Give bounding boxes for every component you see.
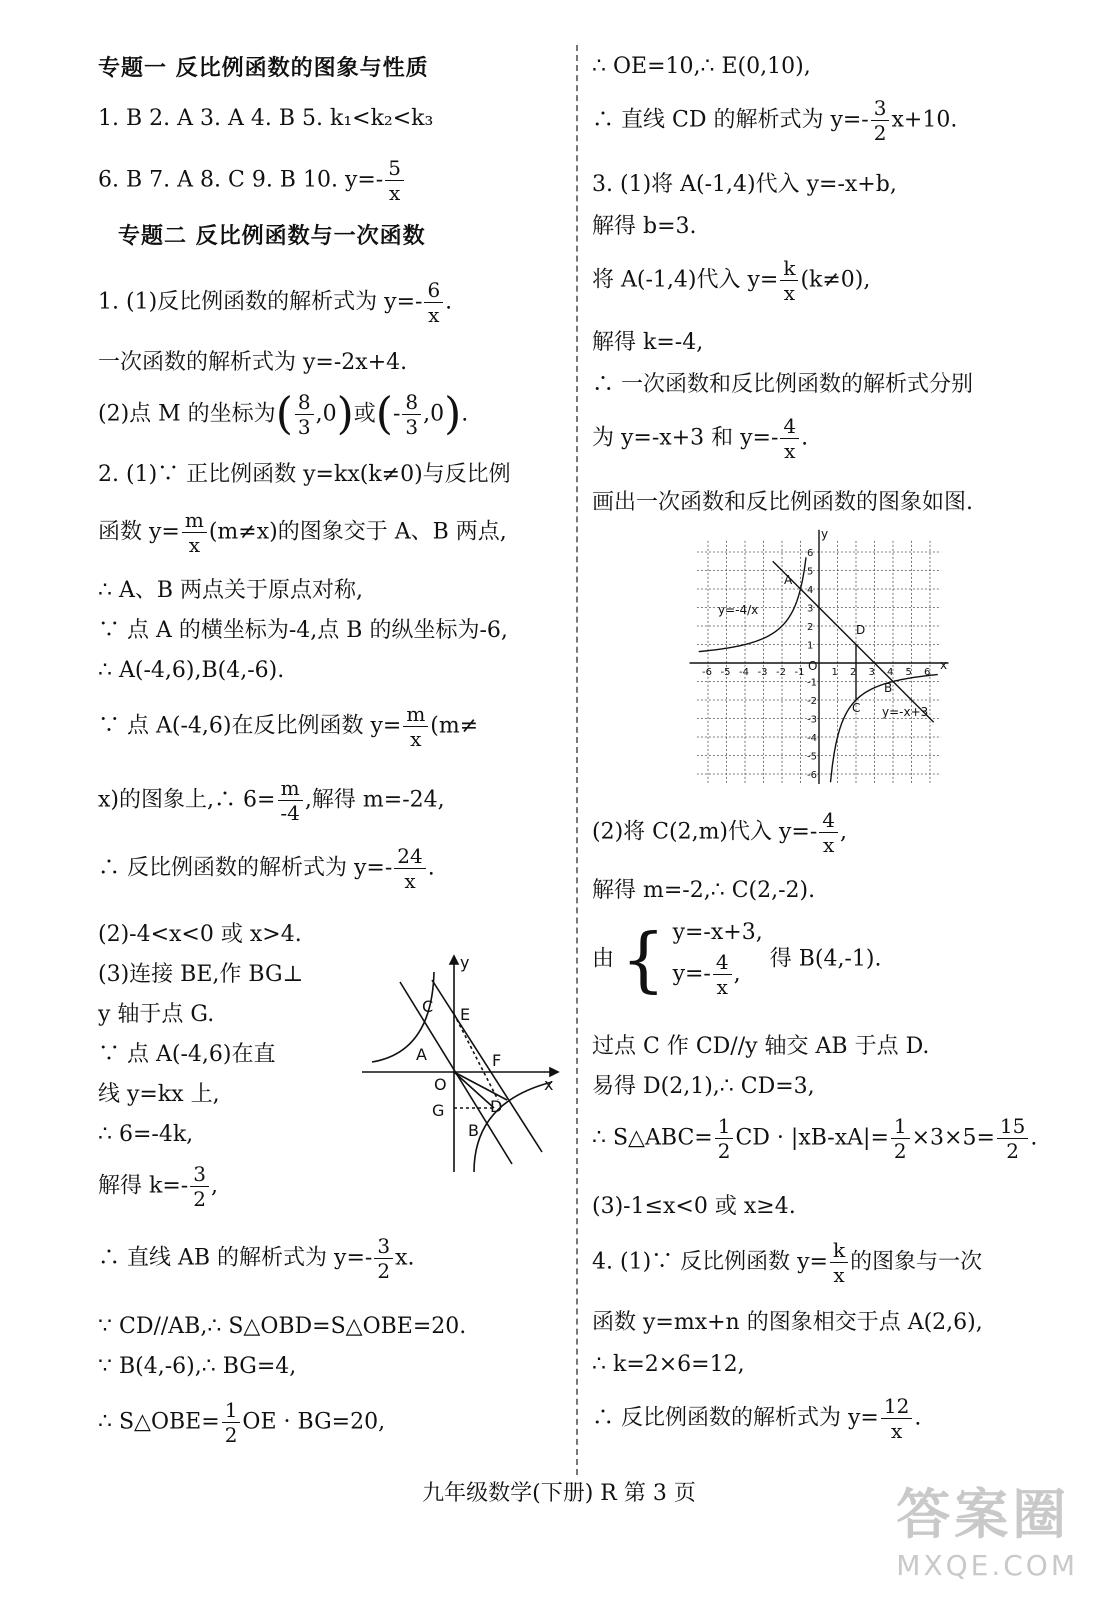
x-tick-label: 2 <box>850 667 857 678</box>
q2-line8: ∴ 反比例函数的解析式为 y=- $\frac{24}{x}$ . <box>98 844 435 893</box>
r-line8: 为 y=-x+3 和 y=- $\frac{4}{x}$ . <box>592 414 809 463</box>
q2-line6: ∵ 点 A(-4,6)在反比例函数 y= $\frac{m}{x}$ (m≠ <box>98 702 479 751</box>
q2-line9: (2)-4<x<0 或 x>4. <box>98 922 302 947</box>
q2-line14: ∴ 6=-4k, <box>98 1122 194 1147</box>
r-line6: 解得 k=-4, <box>592 330 704 355</box>
q2-line4: ∵ 点 A 的横坐标为-4,点 B 的纵坐标为-6, <box>98 618 508 643</box>
q2-line3: ∴ A、B 两点关于原点对称, <box>98 578 364 603</box>
r-line12: 由 { y=-x+3, y=- $\frac{4}{x}$ , 得 B(4,-1). <box>592 918 882 1001</box>
q1-line3: (2)点 M 的坐标为( $\frac{8}{3}$ ,0)或(- $\frac{8}{3}$ ,0). <box>98 388 469 440</box>
answers-row1: 1. B 2. A 3. A 4. B 5. k₁<k₂<k₃ <box>98 106 434 131</box>
q2-line17: ∵ CD//AB,∴ S△OBD=S△OBE=20. <box>98 1314 467 1339</box>
q1-line1: 1. (1)反比例函数的解析式为 y=- $\frac{6}{x}$ . <box>98 278 453 327</box>
graph-x-label: x <box>940 658 948 672</box>
fig-label-f: F <box>492 1051 502 1070</box>
fig-label-a: A <box>416 1045 427 1064</box>
graph-hyperbola-label: y=-4/x <box>718 603 759 617</box>
watermark <box>896 1472 1078 1582</box>
q2-line12: ∵ 点 A(-4,6)在直 <box>98 1042 276 1067</box>
r-line9: 画出一次函数和反比例函数的图象如图. <box>592 490 973 515</box>
fig-label-e: E <box>460 1005 471 1024</box>
line-y-neg-x-plus-3 <box>773 561 934 722</box>
r-line16: (3)-1≤x<0 或 x≥4. <box>592 1194 796 1219</box>
x-tick-label: -2 <box>776 667 786 678</box>
graph-line-label: y=-x+3 <box>882 705 929 719</box>
fig-label-y: y <box>460 953 470 972</box>
q1-line2: 一次函数的解析式为 y=-2x+4. <box>98 350 408 375</box>
x-tick-label: -1 <box>794 667 805 678</box>
r-line17: 4. (1)∵ 反比例函数 y= $\frac{k}{x}$ 的图象与一次 <box>592 1238 983 1287</box>
x-tick-label: 5 <box>905 667 912 678</box>
x-tick-label: -4 <box>739 667 749 678</box>
fig-label-d: D <box>490 1097 503 1116</box>
graph-point-c: C <box>852 701 861 715</box>
intersection-figure <box>362 952 562 1174</box>
x-tick-label: 4 <box>887 667 894 678</box>
q2-line10: (3)连接 BE,作 BG⊥ <box>98 962 304 987</box>
q2-line2: 函数 y= $\frac{m}{x}$ (m≠x)的图象交于 A、B 两点, <box>98 508 507 557</box>
column-divider <box>576 45 578 1475</box>
q2-line15: 解得 k=- $\frac{3}{2}$ , <box>98 1162 218 1211</box>
q2-line1: 2. (1)∵ 正比例函数 y=kx(k≠0)与反比例 <box>98 462 511 487</box>
r-line10: (2)将 C(2,m)代入 y=- $\frac{4}{x}$ , <box>592 808 848 857</box>
y-tick-label: -3 <box>807 714 817 726</box>
page-footer: 九年级数学(下册) R 第 3 页 <box>422 1481 696 1506</box>
graph-point-d: D <box>856 623 866 637</box>
r-line5: 将 A(-1,4)代入 y= $\frac{k}{x}$ (k≠0), <box>592 256 871 305</box>
line-cd <box>432 980 542 1152</box>
q2-line18: ∵ B(4,-6),∴ BG=4, <box>98 1354 297 1379</box>
r-line14: 易得 D(2,1),∴ CD=3, <box>592 1074 815 1099</box>
graph-y-label: y <box>821 527 829 541</box>
q2-line5: ∴ A(-4,6),B(4,-6). <box>98 658 285 683</box>
r-line1: ∴ OE=10,∴ E(0,10), <box>592 54 811 79</box>
hyperbola-lower-right <box>474 1082 552 1172</box>
fig-label-g: G <box>432 1101 445 1120</box>
r-line7: ∴ 一次函数和反比例函数的解析式分别 <box>592 372 973 397</box>
fig-label-x: x <box>544 1075 554 1094</box>
x-tick-label: -6 <box>702 667 712 678</box>
y-tick-label: 6 <box>807 548 814 559</box>
q2-line16: ∴ 直线 AB 的解析式为 y=- $\frac{3}{2}$ x. <box>98 1234 415 1283</box>
r-line4: 解得 b=3. <box>592 214 697 239</box>
watermark-line2: MXQE.COM <box>896 1549 1078 1582</box>
y-tick-label: 4 <box>807 585 814 596</box>
y-tick-label: -5 <box>807 751 817 763</box>
x-tick-label: 3 <box>868 667 875 678</box>
fig-label-c: C <box>422 997 434 1016</box>
q2-line19: ∴ S△OBE= $\frac{1}{2}$ OE · BG=20, <box>98 1398 386 1447</box>
function-graph <box>688 522 950 784</box>
r-line3: 3. (1)将 A(-1,4)代入 y=-x+b, <box>592 172 897 197</box>
r-line11: 解得 m=-2,∴ C(2,-2). <box>592 878 816 903</box>
r-line15: ∴ S△ABC= $\frac{1}{2}$ CD · |xB-xA|= $\frac{1}{2}$ ×3×5= $\frac{15}{2}$ . <box>592 1114 1038 1163</box>
answers-row2: 6. B 7. A 8. C 9. B 10. y=- $\frac{5}{x}$ <box>98 158 406 203</box>
fig-label-o: O <box>434 1075 447 1094</box>
topic2-heading: 专题二 反比例函数与一次函数 <box>118 224 426 249</box>
fig-label-b: B <box>468 1121 479 1140</box>
y-tick-label: -2 <box>807 696 817 707</box>
q2-line11: y 轴于点 G. <box>98 1002 215 1027</box>
y-tick-label: 5 <box>807 566 814 578</box>
graph-point-b: B <box>884 681 893 695</box>
x-tick-label: -3 <box>757 667 768 678</box>
y-tick-label: 2 <box>807 622 814 633</box>
y-tick-label: -6 <box>807 770 817 781</box>
q2-line7: x)的图象上,∴ 6= $\frac{m}{-4}$ ,解得 m=-24, <box>98 776 445 825</box>
y-tick-label: 1 <box>807 640 814 652</box>
x-tick-label: 6 <box>924 667 931 678</box>
r-line13: 过点 C 作 CD//y 轴交 AB 于点 D. <box>592 1034 930 1059</box>
y-tick-label: -1 <box>807 677 817 689</box>
r-line19: ∴ k=2×6=12, <box>592 1352 745 1377</box>
r-line20: ∴ 反比例函数的解析式为 y= $\frac{12}{x}$ . <box>592 1394 922 1443</box>
watermark-line1: 答案圈 <box>896 1483 1071 1546</box>
r-line18: 函数 y=mx+n 的图象相交于点 A(2,6), <box>592 1310 983 1335</box>
topic1-heading: 专题一 反比例函数的图象与性质 <box>98 56 429 81</box>
x-tick-label: -5 <box>720 667 731 678</box>
q2-line13: 线 y=kx 上, <box>98 1082 220 1107</box>
x-tick-label: 1 <box>831 667 838 678</box>
r-line2: ∴ 直线 CD 的解析式为 y=- $\frac{3}{2}$ x+10. <box>592 96 958 145</box>
y-axis-arrow <box>450 956 458 964</box>
y-tick-label: 3 <box>807 603 814 615</box>
graph-origin-label: O <box>808 659 818 673</box>
graph-point-a: A <box>784 573 793 587</box>
y-tick-label: -4 <box>807 733 817 744</box>
